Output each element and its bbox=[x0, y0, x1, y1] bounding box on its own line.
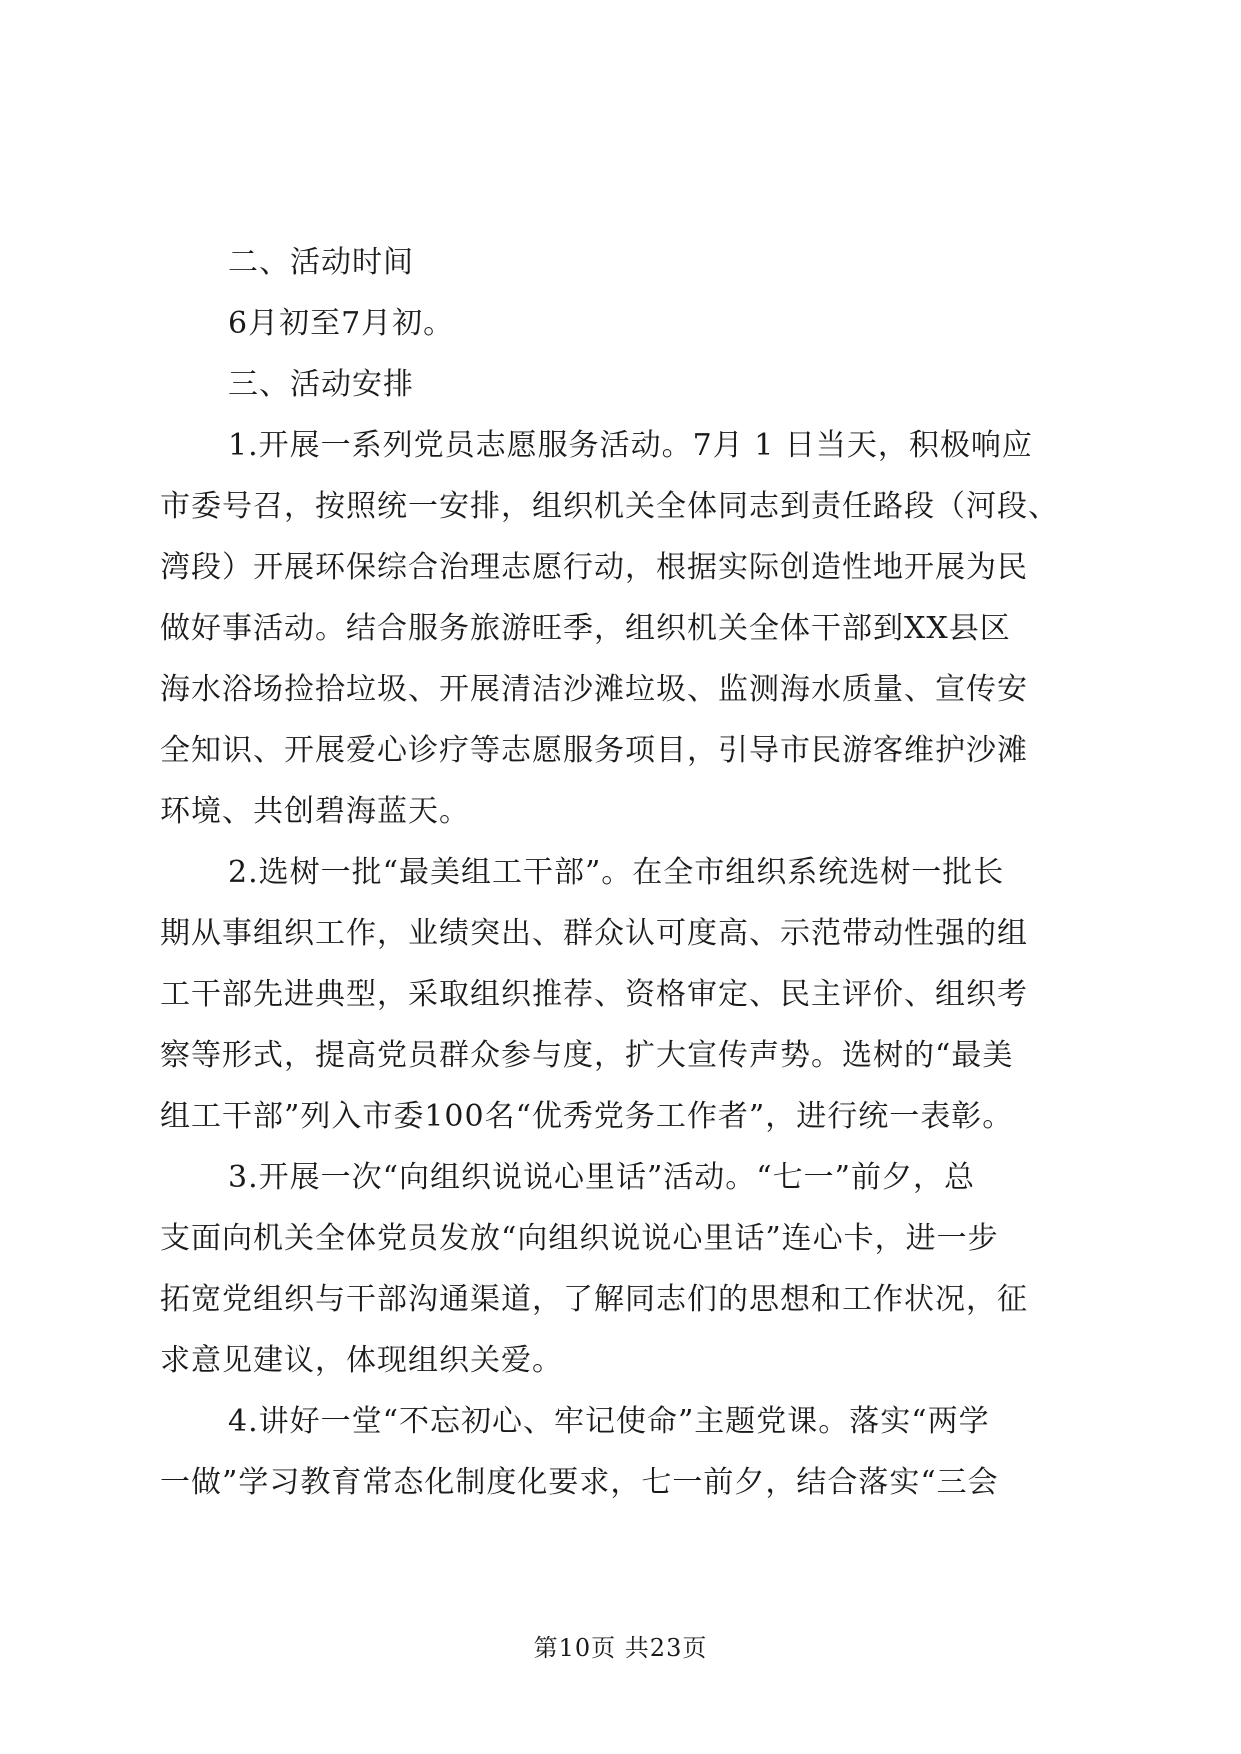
paragraph-line: 做好事活动。结合服务旅游旺季，组织机关全体干部到XX县区 bbox=[160, 611, 1011, 646]
section-heading-time: 二、活动时间 bbox=[228, 245, 414, 280]
paragraph-item-1 bbox=[160, 415, 1080, 842]
paragraph-line: 4.讲好一堂“不忘初心、牢记使命”主题党课。落实“两学 bbox=[228, 1404, 990, 1439]
page-number-footer: 第10页 共23页 bbox=[533, 1634, 708, 1662]
paragraph-line: 环境、共创碧海蓝天。 bbox=[160, 794, 470, 829]
section-heading-arrangement: 三、活动安排 bbox=[228, 367, 414, 402]
paragraph-line: 全知识、开展爱心诊疗等志愿服务项目，引导市民游客维护沙滩 bbox=[160, 733, 1028, 768]
paragraph-line: 湾段）开展环保综合治理志愿行动，根据实际创造性地开展为民 bbox=[160, 550, 1028, 585]
paragraph-line: 察等形式，提高党员群众参与度，扩大宣传声势。选树的“最美 bbox=[160, 1038, 1014, 1073]
paragraph-item-3 bbox=[160, 1147, 1080, 1391]
paragraph-line: 支面向机关全体党员发放“向组织说说心里话”连心卡，进一步 bbox=[160, 1221, 999, 1256]
paragraph-line: 海水浴场捡拾垃圾、开展清洁沙滩垃圾、监测海水质量、宣传安 bbox=[160, 672, 1028, 707]
paragraph-line: 期从事组织工作，业绩突出、群众认可度高、示范带动性强的组 bbox=[160, 916, 1028, 951]
paragraph-item-2 bbox=[160, 842, 1080, 1147]
paragraph-line: 组工干部”列入市委100名“优秀党务工作者”，进行统一表彰。 bbox=[160, 1099, 1014, 1134]
paragraph-item-4 bbox=[160, 1391, 1080, 1513]
paragraph-line: 2.选树一批“最美组工干部”。在全市组织系统选树一批长 bbox=[228, 855, 1005, 890]
paragraph-line: 市委号召，按照统一安排，组织机关全体同志到责任路段（河段、 bbox=[160, 489, 1059, 524]
paragraph-line: 工干部先进典型，采取组织推荐、资格审定、民主评价、组织考 bbox=[160, 977, 1028, 1012]
paragraph-line: 拓宽党组织与干部沟通渠道，了解同志们的思想和工作状况，征 bbox=[160, 1282, 1028, 1317]
paragraph-line: 1.开展一系列党员志愿服务活动。7月 1 日当天，积极响应 bbox=[228, 428, 1033, 463]
document-body bbox=[160, 232, 1080, 1513]
paragraph-line: 3.开展一次“向组织说说心里话”活动。“七一”前夕，总 bbox=[228, 1160, 975, 1195]
paragraph-line: 一做”学习教育常态化制度化要求，七一前夕，结合落实“三会 bbox=[160, 1465, 999, 1500]
paragraph-line: 求意见建议，体现组织关爱。 bbox=[160, 1343, 563, 1378]
time-text: 6月初至7月初。 bbox=[228, 306, 455, 341]
